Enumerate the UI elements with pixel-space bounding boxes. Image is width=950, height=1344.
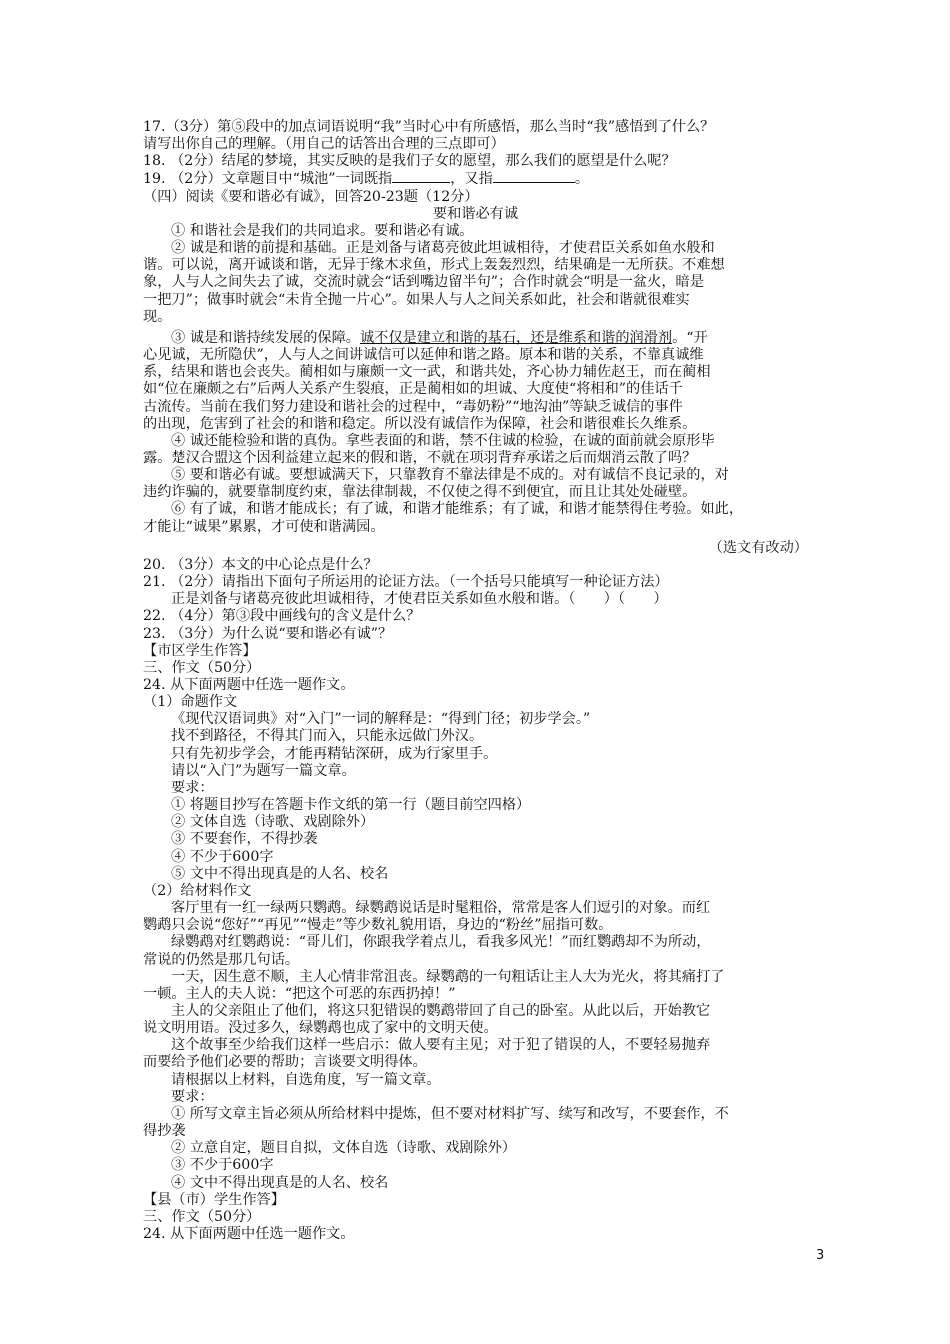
question-18: 18. （2分）结尾的梦境，其实反映的是我们子女的愿望，那么我们的愿望是什么呢？: [143, 153, 676, 170]
para-4: ④ 诚还能检验和谐的真伪。拿些表面的和谐，禁不住诚的检验，在诚的面前就会原形毕 露。楚汉合盟这个因利益建立起来的假和谐，不就在项羽背弃承诺之后而烟消云散了吗？: [143, 432, 715, 466]
part3-heading-county: 三、作文（50分）: [143, 1208, 261, 1225]
para-6: ⑥ 有了诚，和谐才能成长；有了诚，和谐才能维系；有了诚，和谐才能禁得住考验。如此， 才能让“诚果”累累，才可使和谐满园。: [143, 501, 744, 535]
question-20: 20. （3分）本文的中心论点是什么？: [143, 556, 378, 573]
question-24-county: 24. 从下面两题中任选一题作文。: [143, 1226, 355, 1242]
page-number: 3: [816, 1248, 825, 1263]
article-title: 要和谐必有诚: [432, 205, 519, 222]
para-2: ② 诚是和谐的前提和基础。正是刘备与诸葛亮彼此坦诚相待，才使君臣关系如鱼水般和 谐。可以说，离开诚谈和谐，无异于缘木求鱼，形式上轰轰烈烈，结果确是一无所获。不难想 象，人与人之间失去了诚，交流时就会“话到嘴边留半句”；合作时就会“明是一盆火，暗是 一把刀”；做事时就会“未肯全抛一片心”。如果人与人之间关系如此，社会和谐就很难实 现。: [143, 240, 725, 325]
document-body: [143, 119, 808, 1243]
para-3: ③ 诚是和谐持续发展的保障。诚不仅是建立和谐的基石，还是维系和谐的润滑剂。“开 心见诚，无所隐伏”，人与人之间讲诚信可以延伸和谐之路。原本和谐的关系，不靠真诚维 系，结果和谐也会丧失。蔺相如与廉颇一文一武，和谐共处，齐心协力辅佐赵王，而在蔺相 如“位在廉颇之右”后两人关系产生裂痕，正是蔺相如的坦诚、大度使“将相和”的佳话千 古流传。当前在我们努力建设和谐社会的过程中，“毒奶粉”“地沟油”等缺乏诚信的事件 的出现，危害到了社会的和谐和稳定。所以没有诚信作为保障，社会和谐很难长久维系。: [143, 329, 711, 432]
para-5: ⑤ 要和谐必有诚。要想诚满天下，只靠教育不靠法律是不成的。对有诚信不良记录的，对 违约诈骗的，就要靠制度约束，靠法律制裁，不仅使之得不到便宜，而且让其处处碰壁。: [143, 467, 729, 501]
question-19: 19. （2分）文章题目中“城池”一词既指 ，又指 。: [143, 171, 590, 188]
part3-heading: 三、作文（50分）: [143, 659, 261, 676]
question-23: 23. （3分）为什么说“要和谐必有诚”？: [143, 625, 393, 642]
question-21: 21. （2分）请指出下面句子所运用的论证方法。（一个括号只能填写一种论证方法）: [143, 574, 669, 591]
option-2: （2）给材料作文 客厅里有一红一绿两只鹦鹉。绿鹦鹉说话是时髦粗俗，常常是客人们逗引的对象。而红 鹦鹉只会说“您好”“再见”“慢走”等少数礼貌用语，身边的“粉丝”屈指可数。 绿鹦鹉对红鹦鹉说：“哥儿们，你跟我学着点儿，看我多风光！”而红鹦鹉却不为所动， 常说的仍然是那几句话。 一天，因生意不顺，主人心情非常沮丧。绿鹦鹉的一句粗话让主人大为光火，将其痛打了 一顿。主人的夫人说：“把这个可恶的东西扔掉！” 主人的父亲阻止了他们，将这只犯错误的鹦鹉带回了自己的卧室。从此以后，开始教它 说文明用语。没过多久，绿鹦鹉也成了家中的文明天使。 这个故事至少给我们这样一些启示：做人要有主见；对于犯了错误的人，不要轻易抛弃 而要给予他们必要的帮助；言谈要文明得体。 请根据以上材料，自选角度，写一篇文章。 要求： ① 所写文章主旨必须从所给材料中提炼，但不要对材料扩写、续写和改写，不要套作，不 得抄袭 ② 立意自定，题目自拟，文体自选（诗歌、戏剧除外） ③ 不少于600字 ④ 文中不得出现真是的人名、校名: [143, 882, 729, 1191]
county-students-header: 【县（市）学生作答】: [143, 1191, 285, 1208]
para-1: ① 和谐社会是我们的共同追求。要和谐必有诚。: [171, 222, 474, 239]
city-students-header: 【市区学生作答】: [143, 642, 257, 659]
question-24: 24. 从下面两题中任选一题作文。: [143, 677, 355, 693]
option-1: （1）命题作文 《现代汉语词典》对“入门”一词的解释是：“得到门径；初步学会。” 找不到路径，不得其门而入，只能永远做门外汉。 只有先初步学会，才能再精钻深研，成为行家里手。 请以“入门”为题写一篇文章。 要求： ① 将题目抄写在答题卡作文纸的第一行（题目前空四格） ② 文体自选（诗歌、戏剧除外） ③ 不要套作，不得抄袭 ④ 不少于600字 ⑤ 文中不得出现真是的人名、校名: [143, 694, 591, 882]
question-17-line1: 17.（3分）第⑤段中的加点词语说明“我”当时心中有所感悟，那么当时“我”感悟到了什么？: [143, 119, 715, 135]
question-22: 22. （4分）第③段中画线句的含义是什么？: [143, 608, 421, 625]
source-note: （选文有改动）: [708, 539, 808, 556]
question-17-line2: 请写出你自己的理解。（用自己的话答出合理的三点即可）: [143, 136, 505, 153]
question-21-sentence: 正是刘备与诸葛亮彼此坦诚相待，才使君臣关系如鱼水般和谐。（ ）（ ）: [171, 591, 668, 608]
part4-intro: （四）阅读《要和谐必有诚》，回答20-23题（12分）: [143, 188, 479, 205]
underlined-sentence: 诚不仅是建立和谐的基石，还是维系和谐的润滑剂: [359, 329, 673, 346]
